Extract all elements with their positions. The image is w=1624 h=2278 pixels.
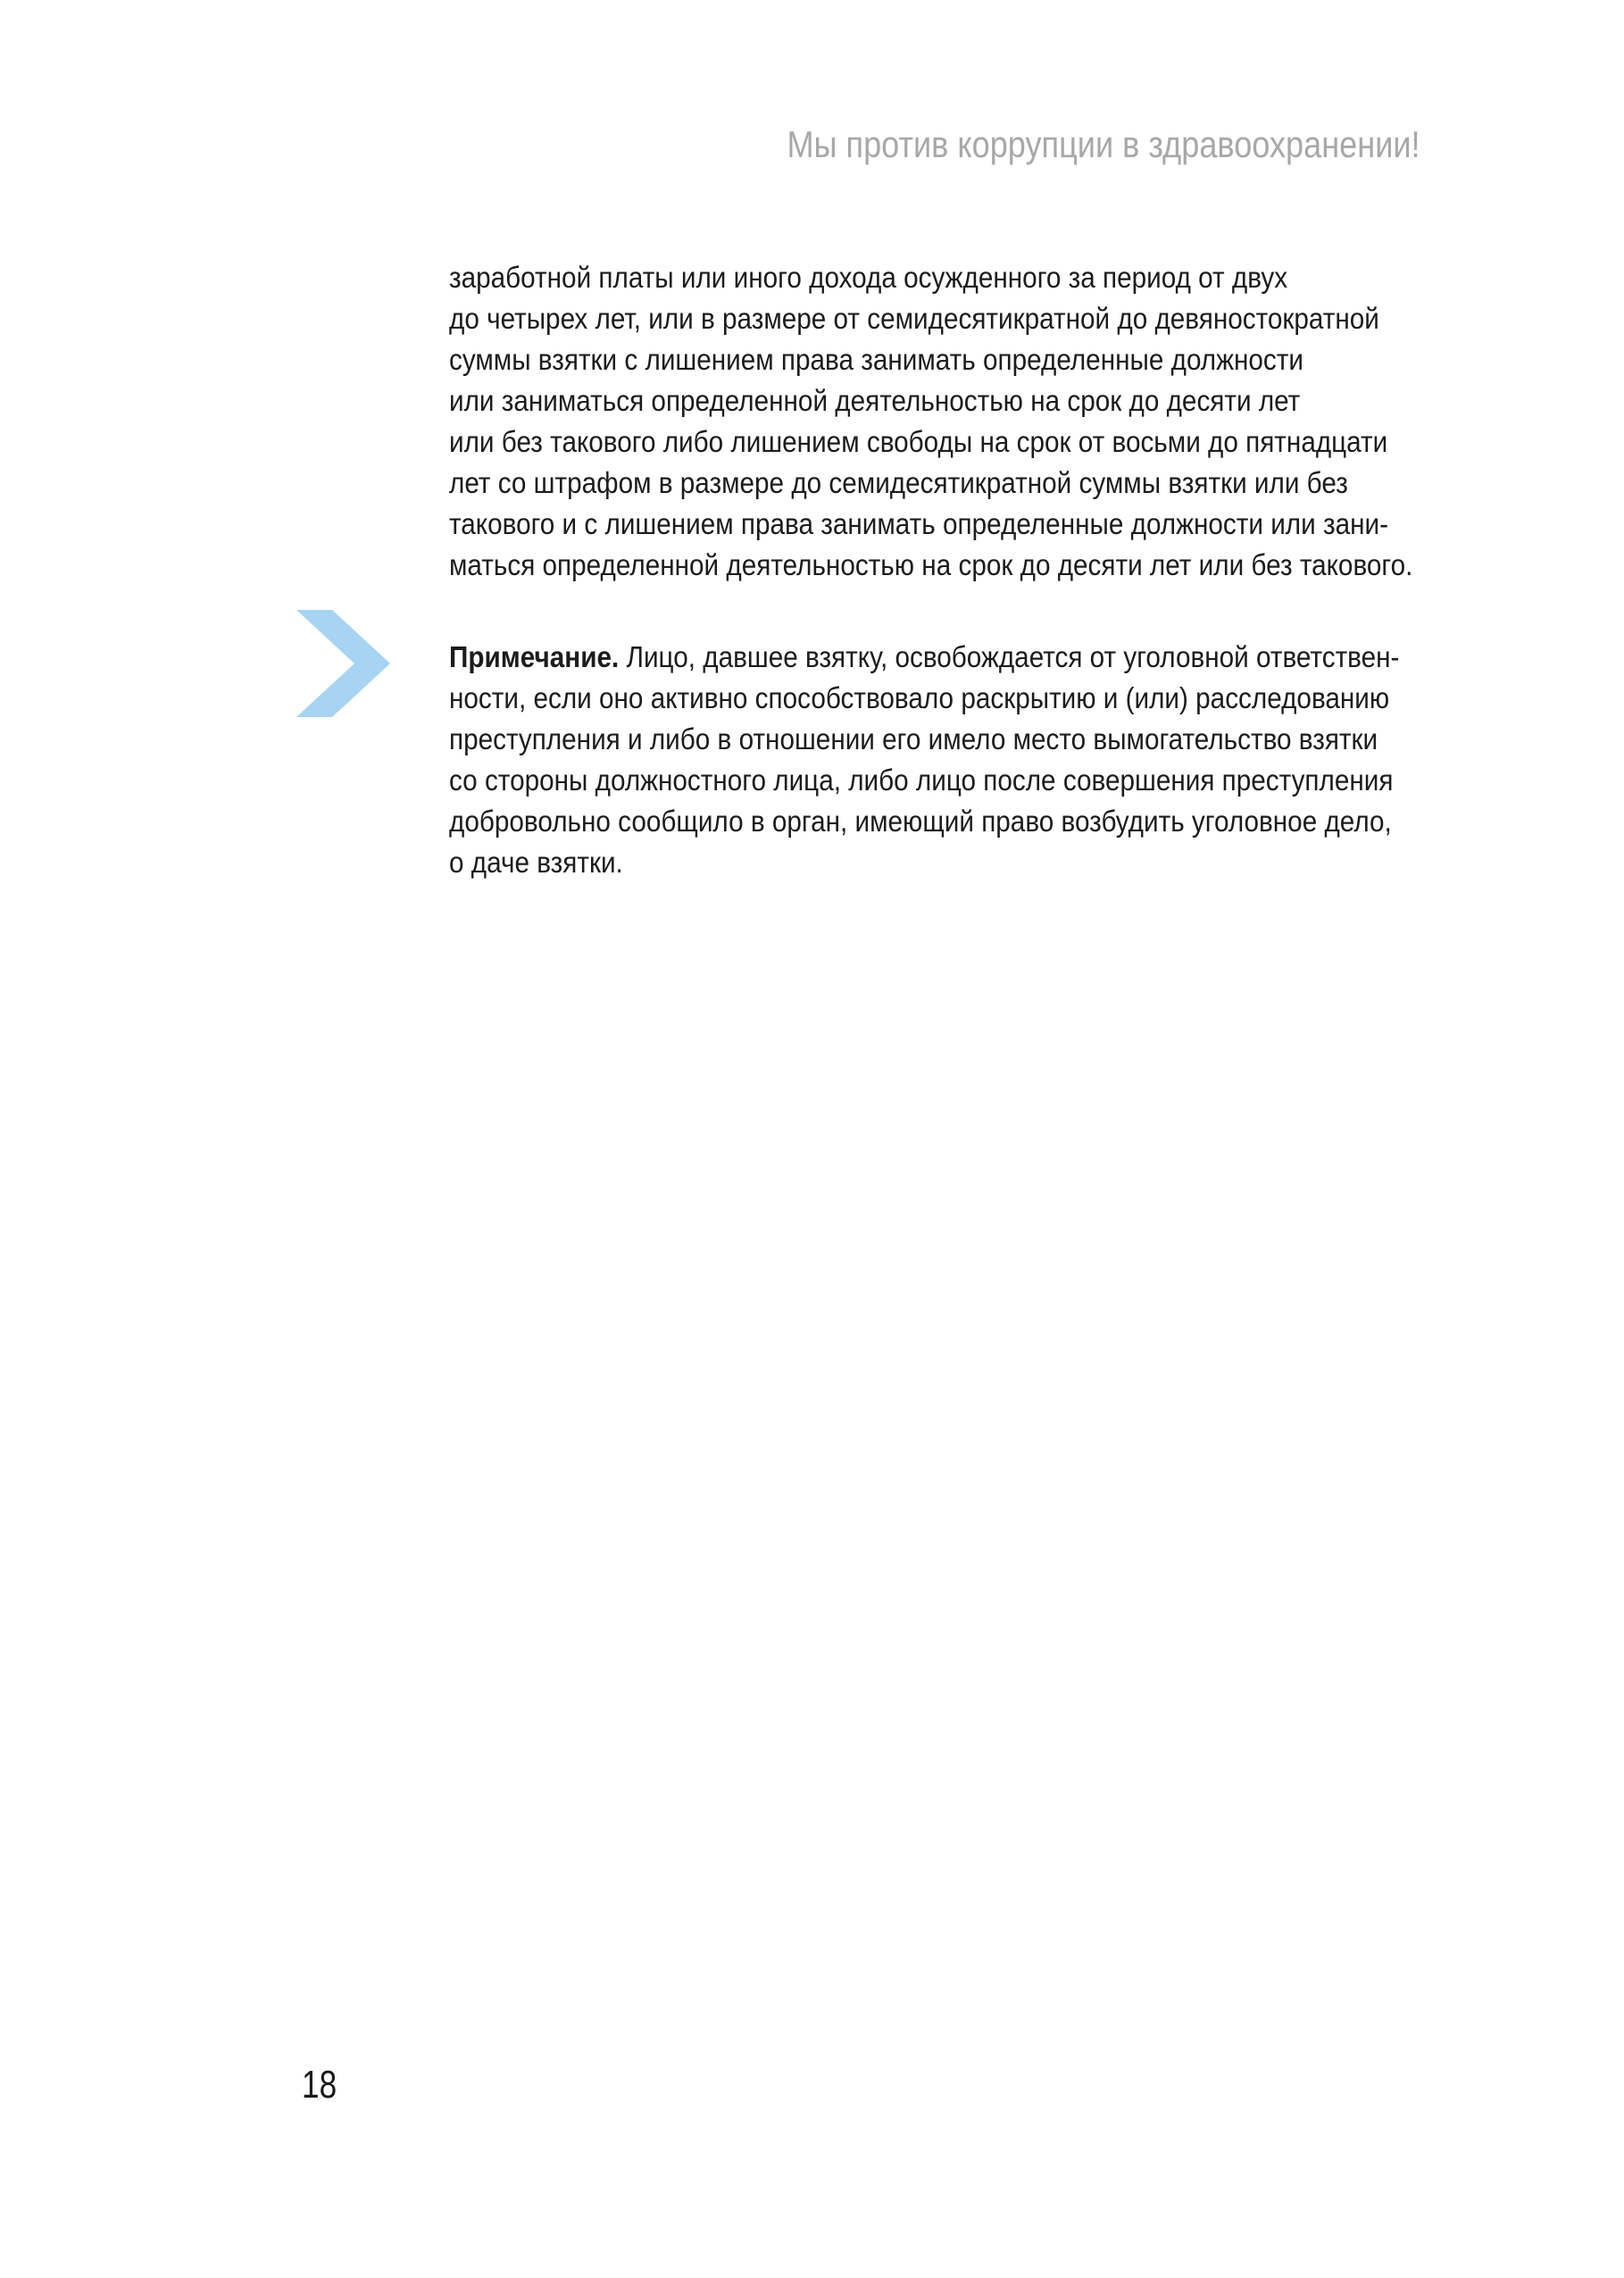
note-line: ности, если оно активно способствовало раскрытию и (или) расследованию xyxy=(449,681,1390,714)
paragraph-line: лет со штрафом в размере до семидесятикратной суммы взятки или без xyxy=(449,466,1348,499)
note-first-line-text: Лицо, давшее взятку, освобождается от уголовной ответствен- xyxy=(619,640,1400,673)
note-first-line xyxy=(449,637,1400,678)
note-line: преступления и либо в отношении его имело место вымогательство взятки xyxy=(449,722,1378,755)
main-paragraph xyxy=(449,257,1449,586)
paragraph-line: до четырех лет, или в размере от семидесятикратной до девяностократной xyxy=(449,302,1379,335)
paragraph-line: заработной платы или иного дохода осужденного за период от двух xyxy=(449,261,1288,294)
note-label: Примечание. xyxy=(449,640,620,673)
note-line: добровольно сообщило в орган, имеющий право возбудить уголовное дело, xyxy=(449,805,1392,838)
paragraph-line: маться определенной деятельностью на срок до десяти лет или без такового. xyxy=(449,548,1413,581)
page-number: 18 xyxy=(302,2063,337,2107)
running-header-title: Мы против коррупции в здравоохранении! xyxy=(787,123,1420,165)
note-paragraph xyxy=(449,637,1449,883)
paragraph-line: суммы взятки с лишением права занимать определенные должности xyxy=(449,343,1303,376)
paragraph-line: или заниматься определенной деятельностью на срок до десяти лет xyxy=(449,384,1301,417)
chevron-right-icon xyxy=(296,610,390,717)
note-line: о даче взятки. xyxy=(449,846,623,879)
paragraph-line: или без такового либо лишением свободы на срок от восьми до пятнадцати xyxy=(449,425,1388,458)
note-line: со стороны должностного лица, либо лицо после совершения преступления xyxy=(449,764,1394,797)
paragraph-line: такового и с лишением права занимать определенные должности или зани- xyxy=(449,507,1389,540)
